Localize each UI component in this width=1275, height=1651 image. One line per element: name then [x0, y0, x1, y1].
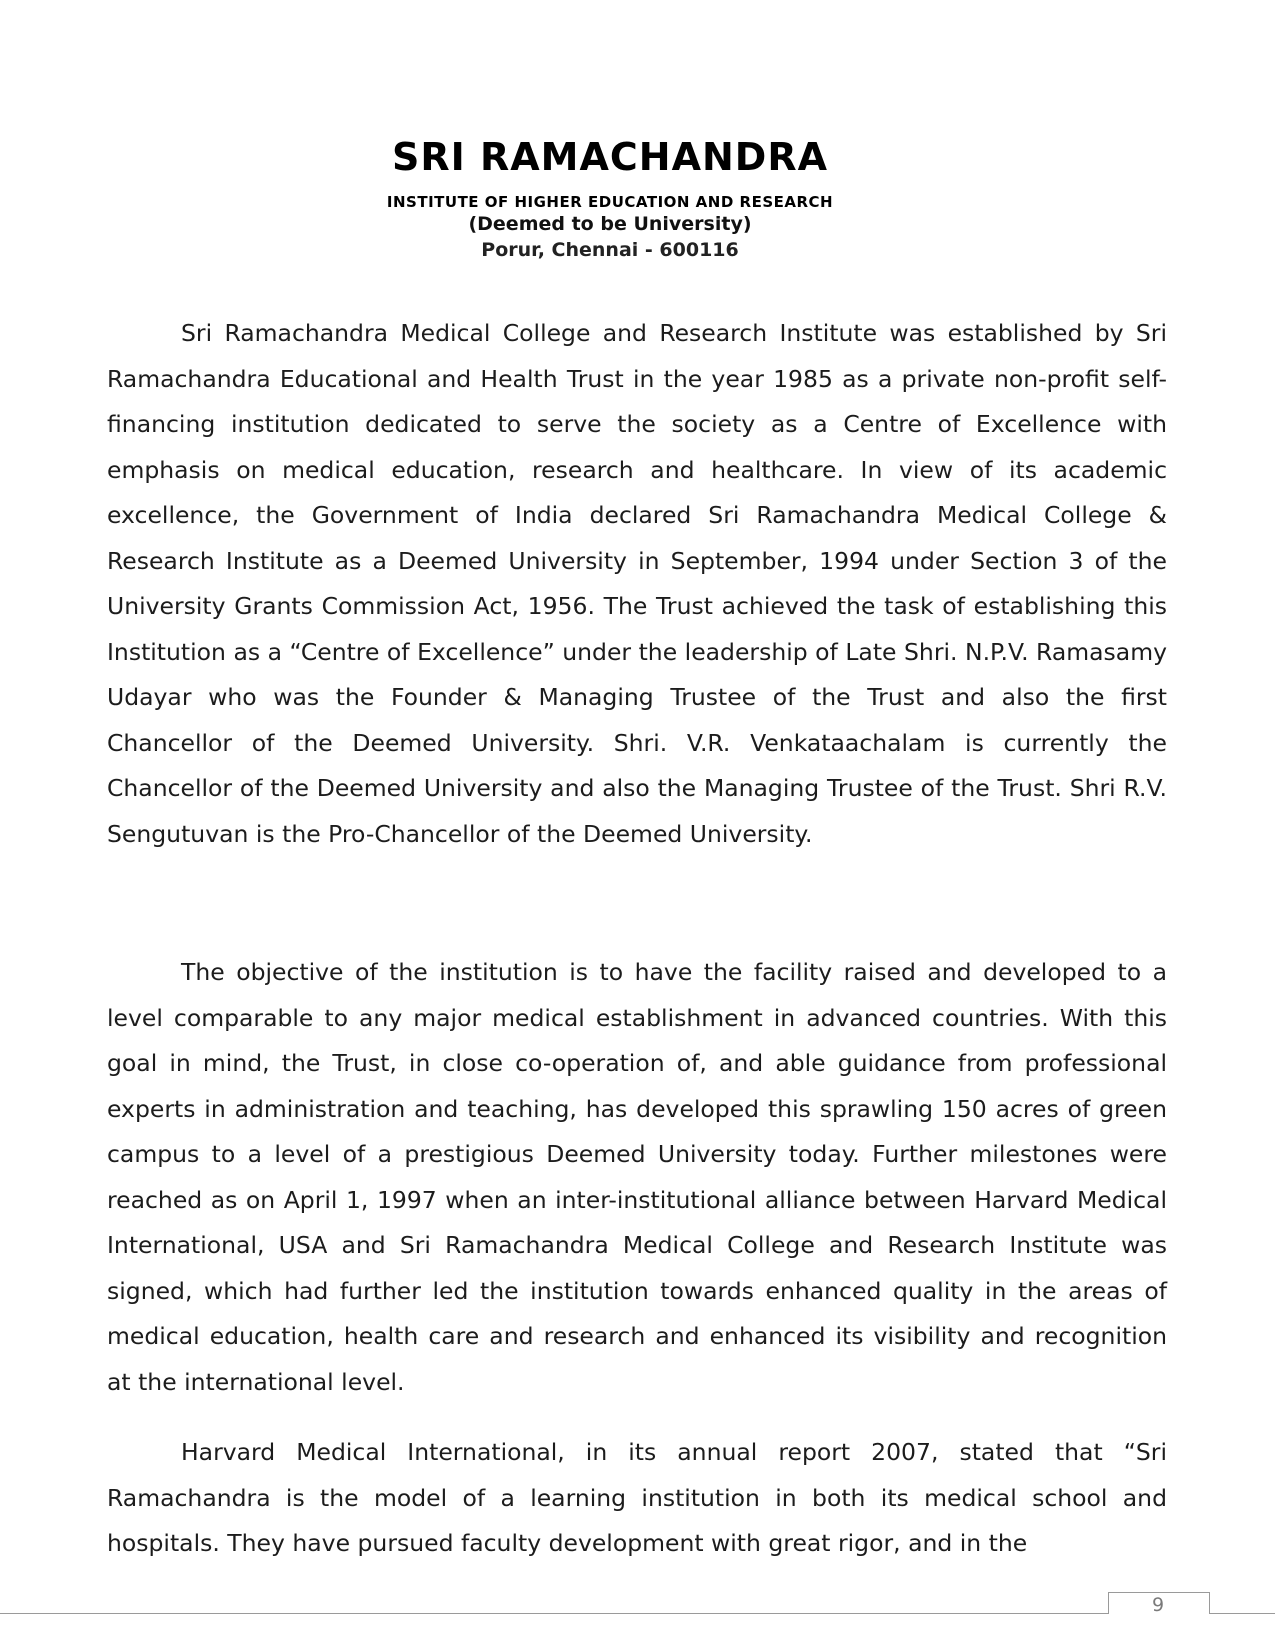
- paragraph-history: Sri Ramachandra Medical College and Research Institute was established by Sri Ramachandra Educational and Health Trust in the year 1985 as a private non-profit self-financing institution dedicated to serve the society as a Centre of Excellence with emphasis on medical education, research and healthcare. In view of its academic excellence, the Government of India declared Sri Ramachandra Medical College & Research Institute as a Deemed University in September, 1994 under Section 3 of the University Grants Commission Act, 1956. The Trust achieved the task of establishing this Institution as a “Centre of Excellence” under the leadership of Late Shri. N.P.V. Ramasamy Udayar who was the Founder & Managing Trustee of the Trust and also the first Chancellor of the Deemed University. Shri. V.R. Venkataachalam is currently the Chancellor of the Deemed University and also the Managing Trustee of the Trust. Shri R.V. Sengutuvan is the Pro-Chancellor of the Deemed University.: [107, 319, 1167, 848]
- body-section-2: [107, 950, 1167, 1405]
- institution-title: SRI RAMACHANDRA: [391, 135, 828, 179]
- institution-location: Porur, Chennai - 600116: [481, 239, 739, 261]
- institution-subtitle: INSTITUTE OF HIGHER EDUCATION AND RESEARCH: [386, 193, 834, 211]
- body-section-1: [107, 311, 1167, 857]
- body-section-3: [107, 1430, 1167, 1567]
- footer-rule: [0, 1613, 1275, 1614]
- paragraph-objective: The objective of the institution is to have the facility raised and developed to a level comparable to any major medical establishment in advanced countries. With this goal in mind, the Trust, in close co-operation of, and able guidance from professional experts in administration and teaching, has developed this sprawling 150 acres of green campus to a level of a prestigious Deemed University today. Further milestones were reached as on April 1, 1997 when an inter-institutional alliance between Harvard Medical International, USA and Sri Ramachandra Medical College and Research Institute was signed, which had further led the institution towards enhanced quality in the areas of medical education, health care and research and enhanced its visibility and recognition at the international level.: [107, 958, 1167, 1396]
- deemed-status: (Deemed to be University): [468, 213, 752, 235]
- paragraph-harvard: Harvard Medical International, in its annual report 2007, stated that “Sri Ramachandra is the model of a learning institution in both its medical school and hospitals. They have pursued faculty development with great rigor, and in the: [107, 1438, 1167, 1557]
- page-number: 9: [1151, 1594, 1165, 1616]
